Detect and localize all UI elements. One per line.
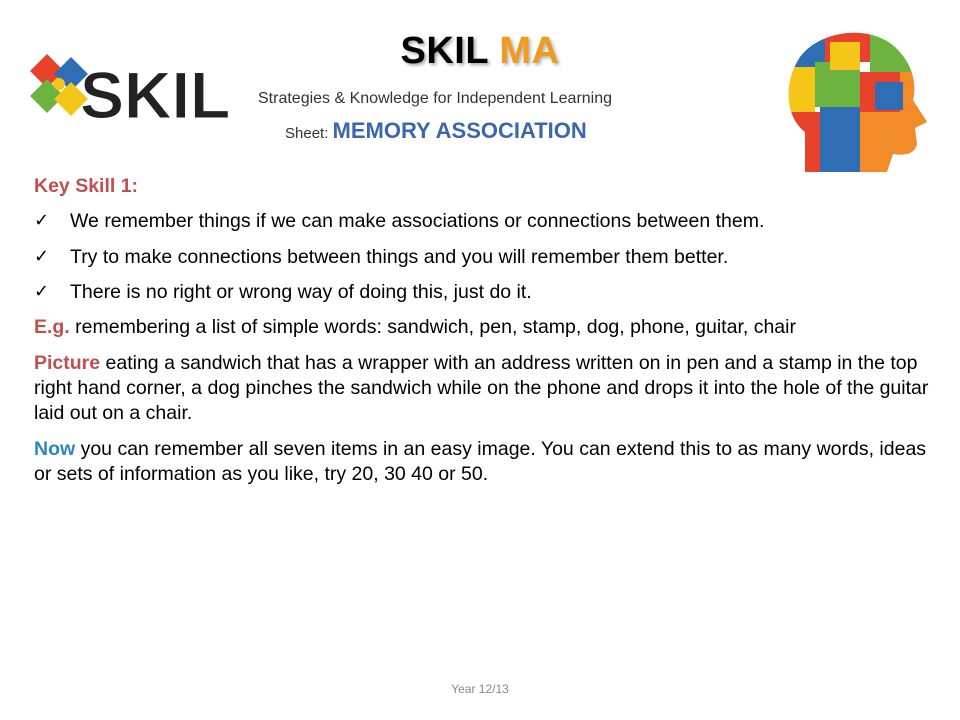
page-subtitle: Strategies & Knowledge for Independent Learning [258,90,613,107]
puzzle-head-icon [775,22,935,178]
checkmark-icon: ✓ [34,210,50,231]
main-content [34,174,934,497]
bullet-item [34,245,934,270]
picture-text: eating a sandwich that has a wrapper with an address written on in pen and a stamp in the top right hand corner, a dog pinches the sandwich while on the phone and drops it into the hole of the guitar laid out on a chair. [34,351,929,425]
now-paragraph [34,437,934,488]
sheet-prefix: Sheet: [285,125,329,142]
bullet-text: We remember things if we can make associations or connections between them. [70,210,765,233]
title-ma: MA [499,30,560,72]
sheet-topic: MEMORY ASSOCIATION [332,118,587,143]
example-lead: E.g. [34,316,70,339]
checkmark-icon: ✓ [34,245,50,266]
bullet-text: Try to make connections between things and you will remember them better. [70,245,729,268]
example-text: remembering a list of simple words: sandwich, pen, stamp, dog, phone, guitar, chair [69,316,796,339]
checkmark-icon: ✓ [34,281,50,302]
now-text: you can remember all seven items in an easy image. You can extend this to as many words, ideas or sets of information as you like, try 20, 30 40 or 50. [34,437,927,486]
logo-text: SKIL [80,58,231,132]
bullet-item [34,280,934,305]
bullet-item [34,209,934,234]
now-lead: Now [34,437,76,460]
bullet-text: There is no right or wrong way of doing this, just do it. [70,281,532,304]
picture-paragraph [34,351,934,427]
sheet-line [285,118,705,144]
key-skill-heading: Key Skill 1: [34,175,139,197]
title-skil: SKIL [400,30,489,72]
footer-year: Year 12/13 [451,682,509,696]
example-paragraph [34,315,934,340]
picture-lead: Picture [34,351,101,374]
